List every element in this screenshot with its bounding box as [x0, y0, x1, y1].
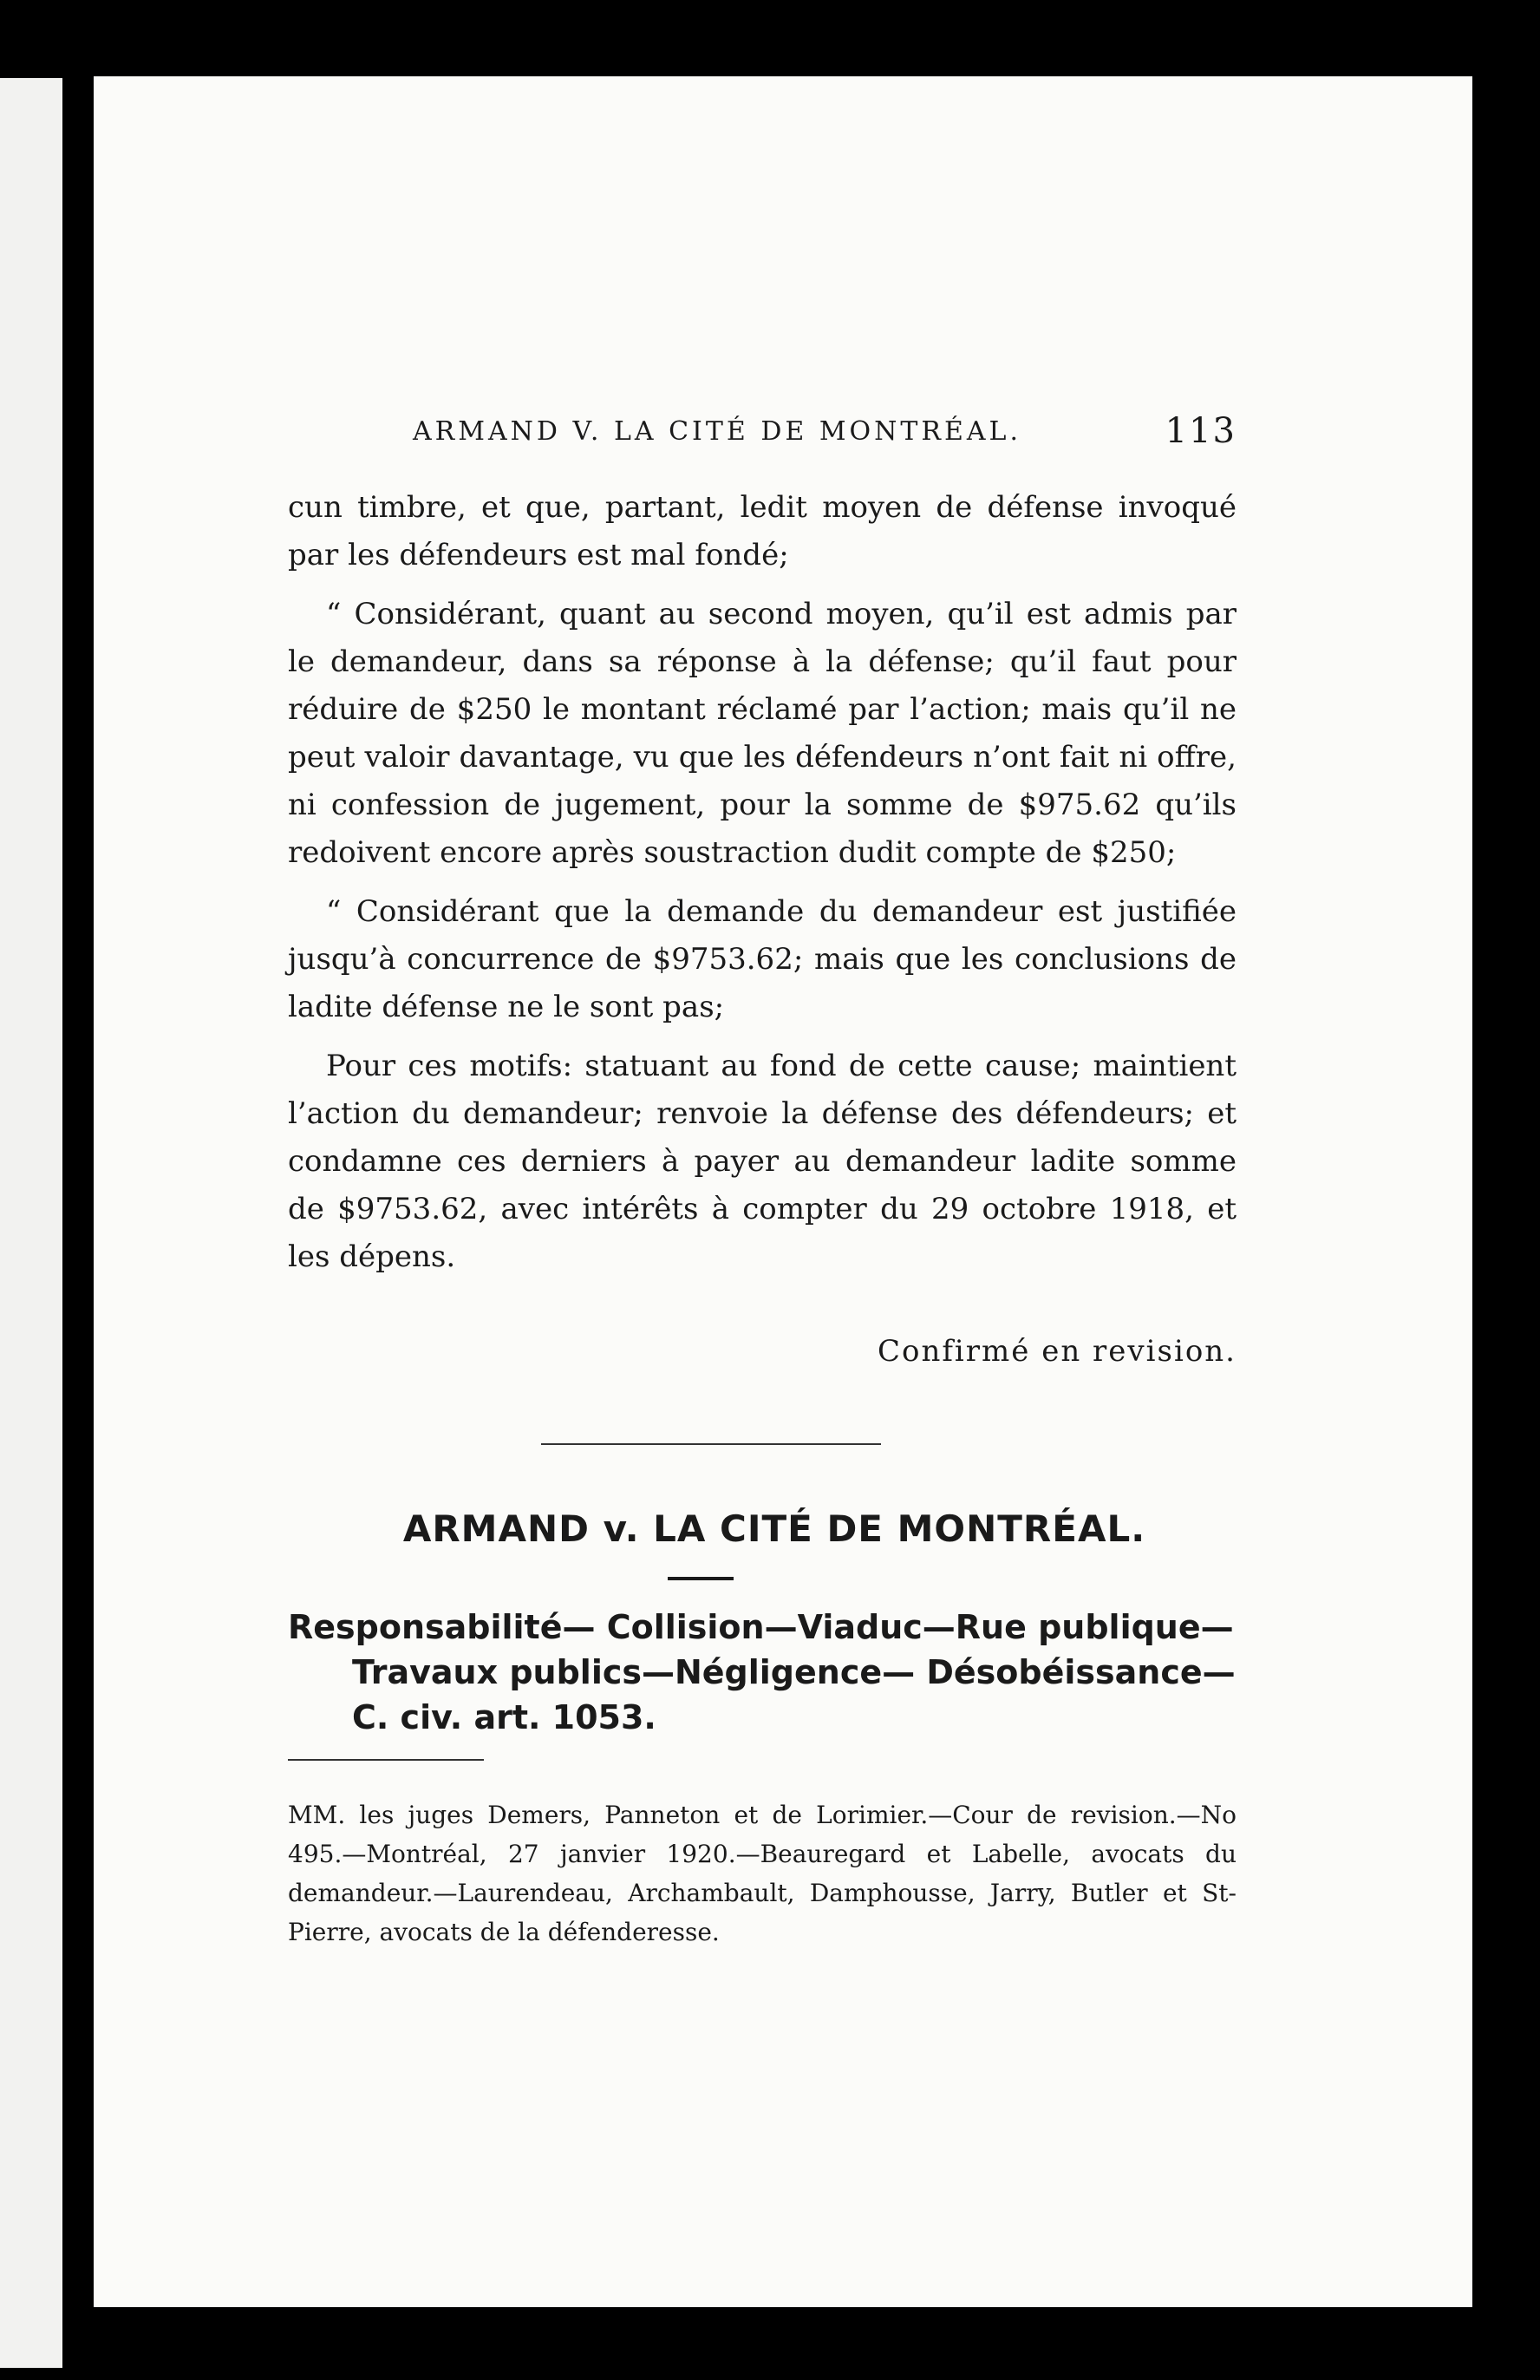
facing-page-edge [0, 78, 62, 2368]
headnote-line: C. civ. art. 1053. [352, 1698, 656, 1736]
case-title: ARMAND v. LA CITÉ DE MONTRÉAL. [402, 1507, 1146, 1550]
book-page [94, 76, 1472, 2307]
headnote-line: Travaux publics—Négligence— Désobéissance— [352, 1653, 1236, 1691]
page-number: 113 [1165, 411, 1237, 451]
footnote-rule [288, 1759, 484, 1761]
paragraph: “ Considérant, quant au second moyen, qu’il est admis par le demandeur, dans sa réponse à la défense; qu’il faut pour réduire de $250 le montant réclamé par l’action; mais qu’il ne peut valoir davantage, vu que les défendeurs n’ont fait ni offre, ni confession de jugement, pour la somme de $975.62 qu’ils redoivent encore après soustraction dudit compte de $250; [288, 597, 1237, 870]
judgment-text [288, 484, 1237, 1281]
book-gutter [62, 52, 94, 2380]
section-divider [541, 1443, 881, 1445]
headnote [288, 1605, 1237, 1740]
paragraph: cun timbre, et que, partant, ledit moyen de défense invoqué par les défendeurs est mal fondé; [288, 490, 1237, 572]
headnote-line: Responsabilité— Collision—Viaduc—Rue publique— [288, 1608, 1234, 1646]
court-note: MM. les juges Demers, Panneton et de Lorimier.—Cour de revision.—No 495.—Montréal, 27 janvier 1920.—Beauregard et Labelle, avocats du demandeur.—Laurendeau, Archambault, Damphousse, Jarry, Butler et St-Pierre, avocats de la défenderesse. [288, 1801, 1237, 1946]
paragraph: Pour ces motifs: statuant au fond de cette cause; maintient l’action du demandeur; renvoie la défense des défendeurs; et condamne ces derniers à payer au demandeur ladite somme de $9753.62, avec intérêts à compter du 29 octobre 1918, et les dépens. [288, 1049, 1237, 1274]
title-rule [668, 1577, 734, 1580]
running-head [413, 411, 1237, 458]
confirmation-line: Confirmé en revision. [877, 1334, 1237, 1369]
running-head-title: ARMAND V. LA CITÉ DE MONTRÉAL. [413, 416, 1022, 447]
paragraph: “ Considérant que la demande du demandeur est justifiée jusqu’à concurrence de $9753.62; mais que les conclusions de ladite défense ne le sont pas; [288, 894, 1237, 1024]
